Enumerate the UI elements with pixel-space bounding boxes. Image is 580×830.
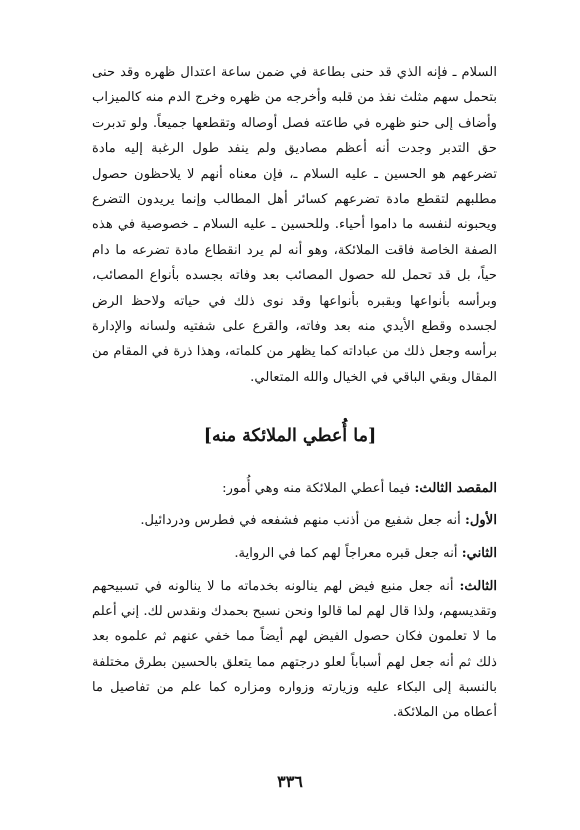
third-text: أنه جعل منبع فيض لهم ينالونه بخدماته ما لا ينالونه في تسبيحهم وتقديسهم، ولذا قال لهم لما قالوا ونحن نسبح بحمدك ونقدس لك. إني أعلم ما لا تعلمون فكان حصول الفيض لهم أيضاً مما خفي عنهم ثم علموه بعد ذلك ثم أنه جعل لهم أسباباً لعلو درجتهم مما يتعلق بالحسين بطرق مختلفة بالنسبة إلى البكاء عليه وزيارته وزواره ومزاره كما علم من تفاصيل ما أعطاه من الملائكة. [92,579,497,721]
body-paragraph: السلام ـ فإنه الذي قد حنى بطاعة في ضمن ساعة اعتدال ظهره وقد حنى بتحمل سهم مثلث نفذ من قلبه وأخرجه من ظهره وخرج الدم منه كالميزاب وأضاف إلى حنو ظهره في طاعته فصل أوصاله وتقطعها جميعاً. ولو تدبرت حق التدبر وجدت أنه أعظم مصاديق ولم ينفد طول الرغبة إليه مادة تضرعهم هو الحسين ـ عليه السلام ـ، فإن معناه أنهم لا يلاحظون حصول مطلبهم لتقطع مادة تضرعهم كسائر أهل المطالب وإنما يريدون التضرع ويحبونه لنفسه ما داموا أحياء. وللحسين ـ عليه السلام ـ خصوصية في هذه الصفة الخاصة فاقت الملائكة، وهو أنه لم يرد انقطاع مادة تضرعه ما دام حياً، بل قد تحمل لله حصول المصائب بعد وفاته بجسده بأنواع المصائب، وبرأسه بأنواعها وبقبره بأنواعها وقد نوى ذلك في حياته ولاحظ الرض لجسده وقطع الأيدي منه بعد وفاته، والقرع على شفتيه ولسانه والإدارة برأسه وجعل ذلك من عباداته كما يظهر من كلماته، وهذا ذرة في المقام من المقال وبقي الباقي في الخيال والله المتعالي. [92,65,497,385]
first-label: الأول: [464,513,497,528]
purpose-text: فيما أعطي الملائكة منه وهي أُمور: [222,481,415,496]
third-label: الثالث: [459,579,497,594]
second-item [92,541,497,566]
purpose-line [92,476,497,501]
first-text: أنه جعل شفيع من أذنب منهم فشفعه في فطرس ودردائيل. [140,513,465,528]
third-item [92,574,497,725]
second-text: أنه جعل قبره معراجاً لهم كما في الرواية. [234,546,462,561]
purpose-label: المقصد الثالث: [414,481,497,496]
first-item [92,508,497,533]
second-label: الثاني: [461,546,497,561]
section-heading: [ما أُعطي الملائكة منه] [203,426,377,446]
page-number: ٣٣٦ [277,772,303,791]
